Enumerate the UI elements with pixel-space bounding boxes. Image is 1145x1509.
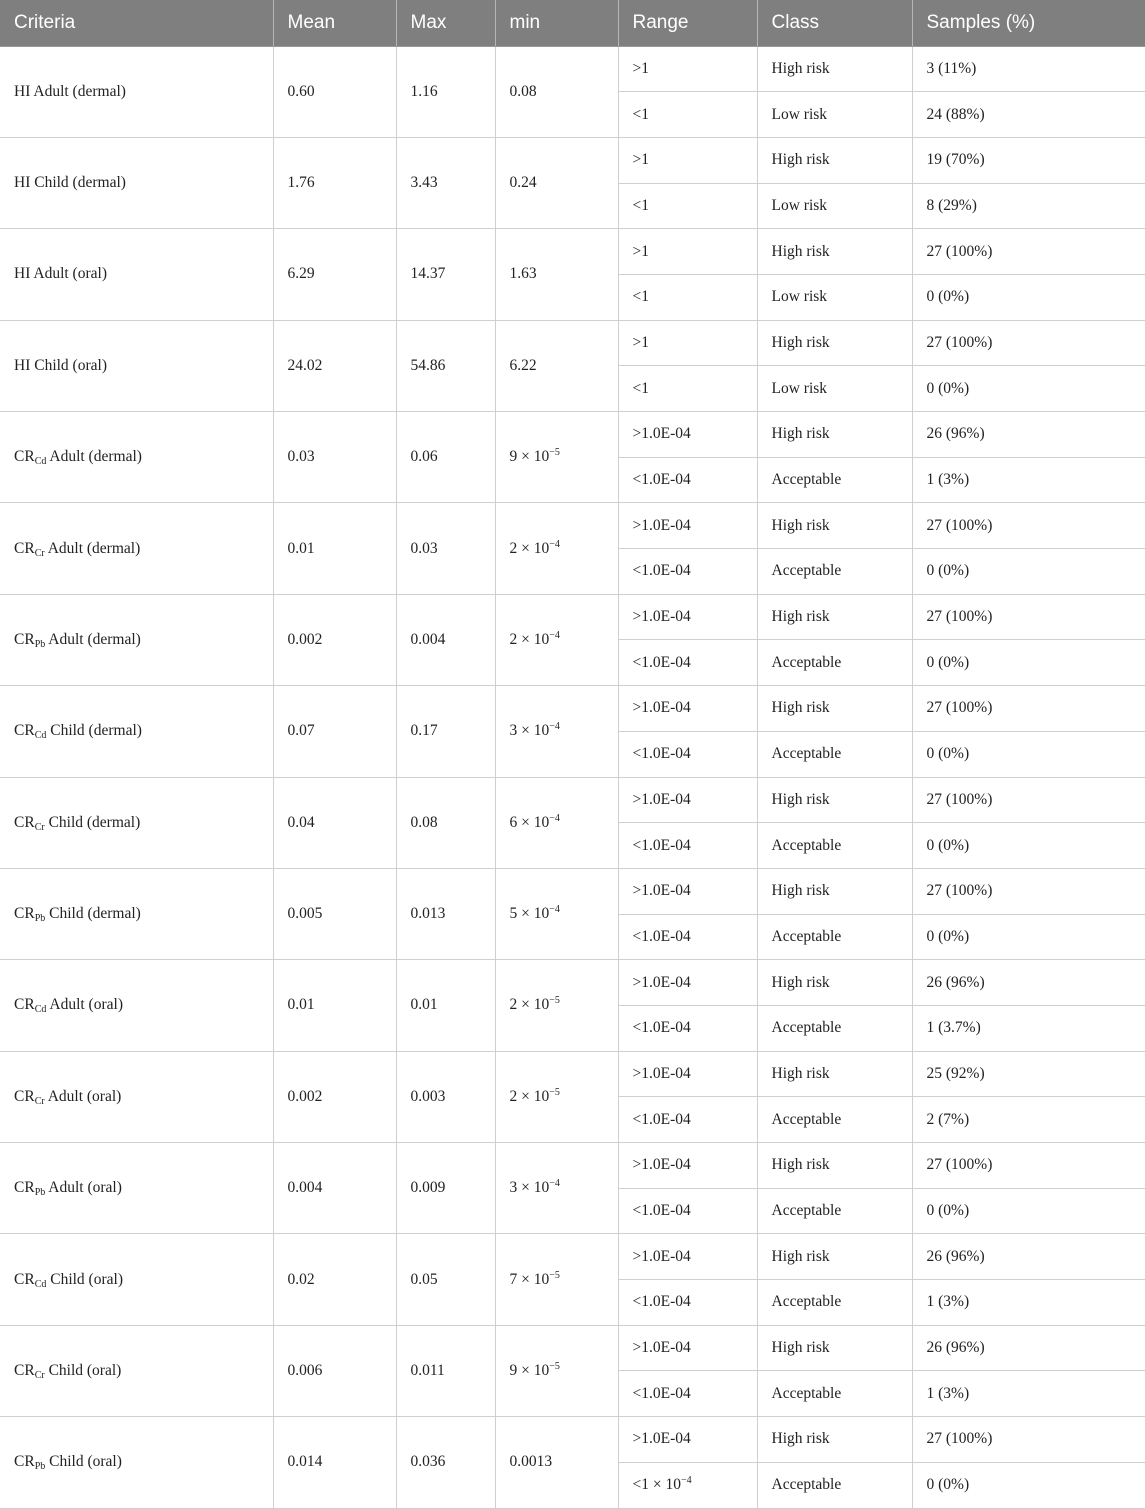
class-cell: High risk	[757, 137, 912, 183]
min-exponent: −4	[549, 721, 560, 733]
mean-cell: 0.01	[273, 960, 396, 1051]
min-base: 2 × 10	[509, 996, 550, 1014]
max-cell: 14.37	[396, 229, 495, 320]
samples-cell: 27 (100%)	[912, 320, 1145, 366]
class-cell: Low risk	[757, 183, 912, 229]
max-cell: 1.16	[396, 46, 495, 137]
range-cell	[618, 960, 757, 1006]
class-cell: Acceptable	[757, 640, 912, 686]
min-cell	[495, 686, 618, 777]
min-cell	[495, 960, 618, 1051]
min-base: 9 × 10	[509, 448, 550, 466]
range-base: >1	[632, 242, 649, 260]
range-cell	[618, 1371, 757, 1417]
samples-cell: 1 (3%)	[912, 1371, 1145, 1417]
min-exponent: −5	[549, 1086, 560, 1098]
class-cell: High risk	[757, 960, 912, 1006]
range-base: <1.0E-04	[632, 562, 691, 580]
criteria-prefix: CR	[14, 722, 35, 740]
mean-cell: 0.60	[273, 46, 396, 137]
min-cell	[495, 412, 618, 503]
samples-cell: 8 (29%)	[912, 183, 1145, 229]
samples-cell: 0 (0%)	[912, 640, 1145, 686]
range-base: <1.0E-04	[632, 1293, 691, 1311]
range-base: >1	[632, 333, 649, 351]
criteria-subscript: Cr	[34, 1369, 45, 1381]
criteria-suffix: Adult (dermal)	[46, 448, 142, 466]
class-cell: High risk	[757, 320, 912, 366]
criteria-prefix: CR	[14, 1179, 35, 1197]
criteria-prefix: CR	[14, 1361, 35, 1379]
samples-cell: 27 (100%)	[912, 1143, 1145, 1189]
samples-cell: 0 (0%)	[912, 549, 1145, 595]
range-cell	[618, 823, 757, 869]
class-cell: Acceptable	[757, 549, 912, 595]
samples-cell: 0 (0%)	[912, 823, 1145, 869]
range-cell	[618, 686, 757, 732]
min-exponent: −4	[549, 1178, 560, 1190]
range-base: <1.0E-04	[632, 1019, 691, 1037]
table-row	[0, 868, 1145, 914]
criteria-subscript: Cd	[34, 1004, 47, 1016]
range-cell	[618, 549, 757, 595]
class-cell: High risk	[757, 777, 912, 823]
class-cell: High risk	[757, 686, 912, 732]
table-row	[0, 320, 1145, 366]
class-cell: Acceptable	[757, 731, 912, 777]
min-base: 2 × 10	[509, 539, 550, 557]
max-cell: 54.86	[396, 320, 495, 411]
min-cell	[495, 503, 618, 594]
min-base: 1.63	[509, 265, 537, 283]
range-base: >1.0E-04	[632, 1156, 691, 1174]
min-exponent: −5	[549, 995, 560, 1007]
min-cell	[495, 1143, 618, 1234]
min-cell	[495, 229, 618, 320]
range-base: <1.0E-04	[632, 836, 691, 854]
range-cell	[618, 1462, 757, 1508]
min-cell	[495, 868, 618, 959]
samples-cell: 1 (3%)	[912, 457, 1145, 503]
mean-cell: 0.005	[273, 868, 396, 959]
criteria-cell	[0, 1417, 273, 1508]
criteria-suffix: Adult (oral)	[46, 996, 123, 1014]
table-row	[0, 960, 1145, 1006]
range-cell	[618, 229, 757, 275]
class-cell: High risk	[757, 412, 912, 458]
header-min: min	[495, 0, 618, 46]
criteria-cell	[0, 1143, 273, 1234]
range-base: >1	[632, 59, 649, 77]
range-base: <1	[632, 379, 649, 397]
criteria-subscript: Cr	[34, 1095, 45, 1107]
samples-cell: 0 (0%)	[912, 1188, 1145, 1234]
max-cell: 0.004	[396, 594, 495, 685]
range-base: >1.0E-04	[632, 882, 691, 900]
range-base: <1.0E-04	[632, 653, 691, 671]
max-cell: 3.43	[396, 137, 495, 228]
mean-cell: 0.006	[273, 1325, 396, 1416]
criteria-prefix: CR	[14, 905, 35, 923]
range-cell	[618, 1051, 757, 1097]
min-base: 2 × 10	[509, 1087, 550, 1105]
min-base: 5 × 10	[509, 905, 550, 923]
criteria-prefix: CR	[14, 630, 35, 648]
range-cell	[618, 640, 757, 686]
range-cell	[618, 1188, 757, 1234]
criteria-suffix: Adult (dermal)	[44, 539, 141, 557]
samples-cell: 25 (92%)	[912, 1051, 1145, 1097]
samples-cell: 27 (100%)	[912, 686, 1145, 732]
criteria-cell	[0, 960, 273, 1051]
range-base: <1.0E-04	[632, 1384, 691, 1402]
range-cell	[618, 457, 757, 503]
mean-cell: 0.03	[273, 412, 396, 503]
class-cell: Acceptable	[757, 1188, 912, 1234]
range-base: >1.0E-04	[632, 973, 691, 991]
min-cell	[495, 1325, 618, 1416]
range-base: >1.0E-04	[632, 1339, 691, 1357]
header-class: Class	[757, 0, 912, 46]
criteria-suffix: Adult (dermal)	[45, 630, 141, 648]
max-cell: 0.009	[396, 1143, 495, 1234]
criteria-cell	[0, 503, 273, 594]
table-row	[0, 412, 1145, 458]
range-base: <1 × 10	[632, 1476, 681, 1494]
min-base: 6.22	[509, 356, 537, 374]
min-cell	[495, 777, 618, 868]
table-row	[0, 1143, 1145, 1189]
samples-cell: 27 (100%)	[912, 503, 1145, 549]
min-base: 3 × 10	[509, 722, 550, 740]
class-cell: Acceptable	[757, 457, 912, 503]
criteria-subscript: Pb	[34, 1187, 46, 1199]
mean-cell: 0.02	[273, 1234, 396, 1325]
range-cell	[618, 274, 757, 320]
header-max: Max	[396, 0, 495, 46]
samples-cell: 19 (70%)	[912, 137, 1145, 183]
min-base: 0.24	[509, 174, 537, 192]
criteria-prefix: CR	[14, 1270, 35, 1288]
criteria-cell	[0, 412, 273, 503]
class-cell: Acceptable	[757, 914, 912, 960]
criteria-cell	[0, 1234, 273, 1325]
range-base: <1	[632, 105, 649, 123]
range-cell	[618, 92, 757, 138]
max-cell: 0.036	[396, 1417, 495, 1508]
class-cell: High risk	[757, 868, 912, 914]
range-cell	[618, 1280, 757, 1326]
header-samples: Samples (%)	[912, 0, 1145, 46]
max-cell: 0.01	[396, 960, 495, 1051]
criteria-suffix: Child (oral)	[44, 1361, 122, 1379]
criteria-cell	[0, 777, 273, 868]
min-exponent: −4	[549, 812, 560, 824]
mean-cell: 0.002	[273, 1051, 396, 1142]
min-cell	[495, 320, 618, 411]
criteria-subscript: Cd	[34, 730, 47, 742]
class-cell: Low risk	[757, 366, 912, 412]
min-cell	[495, 594, 618, 685]
class-cell: High risk	[757, 503, 912, 549]
range-base: <1.0E-04	[632, 745, 691, 763]
min-exponent: −4	[549, 629, 560, 641]
range-cell	[618, 731, 757, 777]
samples-cell: 26 (96%)	[912, 1325, 1145, 1371]
samples-cell: 26 (96%)	[912, 412, 1145, 458]
min-cell	[495, 1051, 618, 1142]
mean-cell: 1.76	[273, 137, 396, 228]
min-base: 9 × 10	[509, 1361, 550, 1379]
header-mean: Mean	[273, 0, 396, 46]
range-cell	[618, 137, 757, 183]
criteria-cell	[0, 1325, 273, 1416]
range-base: >1.0E-04	[632, 1247, 691, 1265]
min-base: 0.0013	[509, 1453, 553, 1471]
table-row	[0, 46, 1145, 92]
samples-cell: 27 (100%)	[912, 1417, 1145, 1463]
min-exponent: −4	[549, 904, 560, 916]
min-exponent: −4	[549, 538, 560, 550]
mean-cell: 0.004	[273, 1143, 396, 1234]
range-cell	[618, 1325, 757, 1371]
max-cell: 0.03	[396, 503, 495, 594]
range-base: <1	[632, 196, 649, 214]
min-cell	[495, 1417, 618, 1508]
range-cell	[618, 503, 757, 549]
range-base: <1.0E-04	[632, 1202, 691, 1220]
mean-cell: 0.014	[273, 1417, 396, 1508]
range-base: >1.0E-04	[632, 425, 691, 443]
criteria-suffix: Adult (oral)	[45, 1179, 122, 1197]
table-row	[0, 229, 1145, 275]
range-cell	[618, 914, 757, 960]
table-row	[0, 137, 1145, 183]
class-cell: High risk	[757, 46, 912, 92]
criteria-cell	[0, 229, 273, 320]
criteria-suffix: Child (oral)	[46, 1270, 123, 1288]
min-exponent: −5	[549, 1360, 560, 1372]
table-row	[0, 686, 1145, 732]
class-cell: High risk	[757, 1417, 912, 1463]
table-row	[0, 594, 1145, 640]
table-row	[0, 1051, 1145, 1097]
range-base: >1.0E-04	[632, 699, 691, 717]
header-criteria: Criteria	[0, 0, 273, 46]
class-cell: Acceptable	[757, 1371, 912, 1417]
min-exponent: −5	[549, 1269, 560, 1281]
criteria-suffix: Child (dermal)	[44, 813, 141, 831]
min-base: 6 × 10	[509, 813, 550, 831]
table-body	[0, 46, 1145, 1508]
criteria-cell	[0, 868, 273, 959]
samples-cell: 24 (88%)	[912, 92, 1145, 138]
criteria-prefix: CR	[14, 996, 35, 1014]
range-cell	[618, 46, 757, 92]
class-cell: High risk	[757, 229, 912, 275]
class-cell: High risk	[757, 1234, 912, 1280]
samples-cell: 0 (0%)	[912, 366, 1145, 412]
criteria-cell	[0, 46, 273, 137]
range-base: >1.0E-04	[632, 608, 691, 626]
range-base: >1.0E-04	[632, 790, 691, 808]
criteria-prefix: HI Child (dermal)	[14, 174, 126, 192]
class-cell: Acceptable	[757, 1005, 912, 1051]
range-base: <1.0E-04	[632, 471, 691, 489]
table-row	[0, 777, 1145, 823]
samples-cell: 26 (96%)	[912, 1234, 1145, 1280]
range-cell	[618, 366, 757, 412]
mean-cell: 24.02	[273, 320, 396, 411]
range-base: >1.0E-04	[632, 1064, 691, 1082]
class-cell: Acceptable	[757, 1097, 912, 1143]
samples-cell: 2 (7%)	[912, 1097, 1145, 1143]
criteria-prefix: CR	[14, 1087, 35, 1105]
class-cell: Low risk	[757, 274, 912, 320]
samples-cell: 0 (0%)	[912, 1462, 1145, 1508]
samples-cell: 0 (0%)	[912, 274, 1145, 320]
range-base: >1.0E-04	[632, 516, 691, 534]
class-cell: Acceptable	[757, 1280, 912, 1326]
criteria-prefix: CR	[14, 448, 35, 466]
criteria-subscript: Pb	[34, 913, 46, 925]
max-cell: 0.05	[396, 1234, 495, 1325]
criteria-subscript: Cd	[34, 456, 47, 468]
min-base: 3 × 10	[509, 1179, 550, 1197]
class-cell: High risk	[757, 1325, 912, 1371]
samples-cell: 26 (96%)	[912, 960, 1145, 1006]
samples-cell: 27 (100%)	[912, 594, 1145, 640]
range-base: <1.0E-04	[632, 1110, 691, 1128]
range-exponent: −4	[680, 1475, 692, 1487]
samples-cell: 27 (100%)	[912, 229, 1145, 275]
criteria-subscript: Cr	[34, 547, 45, 559]
range-cell	[618, 777, 757, 823]
range-cell	[618, 412, 757, 458]
class-cell: High risk	[757, 1051, 912, 1097]
samples-cell: 1 (3%)	[912, 1280, 1145, 1326]
max-cell: 0.003	[396, 1051, 495, 1142]
criteria-subscript: Pb	[34, 1461, 46, 1473]
range-cell	[618, 594, 757, 640]
min-base: 0.08	[509, 82, 537, 100]
table-row	[0, 1417, 1145, 1463]
mean-cell: 0.07	[273, 686, 396, 777]
criteria-suffix: Child (dermal)	[46, 722, 142, 740]
header-row	[0, 0, 1145, 46]
range-cell	[618, 1005, 757, 1051]
criteria-suffix: Adult (oral)	[44, 1087, 122, 1105]
range-cell	[618, 1234, 757, 1280]
range-cell	[618, 1417, 757, 1463]
criteria-suffix: Child (dermal)	[45, 905, 141, 923]
criteria-prefix: CR	[14, 813, 35, 831]
criteria-cell	[0, 137, 273, 228]
table-row	[0, 503, 1145, 549]
range-cell	[618, 320, 757, 366]
table-row	[0, 1234, 1145, 1280]
range-cell	[618, 1097, 757, 1143]
criteria-subscript: Cr	[34, 821, 45, 833]
range-cell	[618, 183, 757, 229]
header-range: Range	[618, 0, 757, 46]
max-cell: 0.06	[396, 412, 495, 503]
range-base: <1	[632, 288, 649, 306]
range-base: >1	[632, 151, 649, 169]
max-cell: 0.08	[396, 777, 495, 868]
min-cell	[495, 46, 618, 137]
criteria-suffix: Child (oral)	[45, 1453, 122, 1471]
class-cell: High risk	[757, 594, 912, 640]
range-base: <1.0E-04	[632, 927, 691, 945]
criteria-cell	[0, 320, 273, 411]
class-cell: Low risk	[757, 92, 912, 138]
mean-cell: 0.01	[273, 503, 396, 594]
range-cell	[618, 868, 757, 914]
min-cell	[495, 137, 618, 228]
class-cell: Acceptable	[757, 823, 912, 869]
criteria-subscript: Cd	[34, 1278, 47, 1290]
max-cell: 0.011	[396, 1325, 495, 1416]
criteria-prefix: HI Child (oral)	[14, 356, 107, 374]
class-cell: Acceptable	[757, 1462, 912, 1508]
range-cell	[618, 1143, 757, 1189]
criteria-cell	[0, 1051, 273, 1142]
samples-cell: 1 (3.7%)	[912, 1005, 1145, 1051]
table-header	[0, 0, 1145, 46]
criteria-subscript: Pb	[34, 638, 46, 650]
criteria-prefix: HI Adult (dermal)	[14, 82, 126, 100]
max-cell: 0.013	[396, 868, 495, 959]
class-cell: High risk	[757, 1143, 912, 1189]
max-cell: 0.17	[396, 686, 495, 777]
criteria-cell	[0, 686, 273, 777]
min-base: 7 × 10	[509, 1270, 550, 1288]
min-base: 2 × 10	[509, 630, 550, 648]
table-row	[0, 1325, 1145, 1371]
samples-cell: 27 (100%)	[912, 868, 1145, 914]
samples-cell: 27 (100%)	[912, 777, 1145, 823]
min-exponent: −5	[549, 447, 560, 459]
criteria-prefix: HI Adult (oral)	[14, 265, 107, 283]
mean-cell: 0.002	[273, 594, 396, 685]
criteria-prefix: CR	[14, 539, 35, 557]
mean-cell: 0.04	[273, 777, 396, 868]
samples-cell: 0 (0%)	[912, 914, 1145, 960]
samples-cell: 0 (0%)	[912, 731, 1145, 777]
min-cell	[495, 1234, 618, 1325]
mean-cell: 6.29	[273, 229, 396, 320]
criteria-cell	[0, 594, 273, 685]
samples-cell: 3 (11%)	[912, 46, 1145, 92]
range-base: >1.0E-04	[632, 1430, 691, 1448]
criteria-prefix: CR	[14, 1453, 35, 1471]
